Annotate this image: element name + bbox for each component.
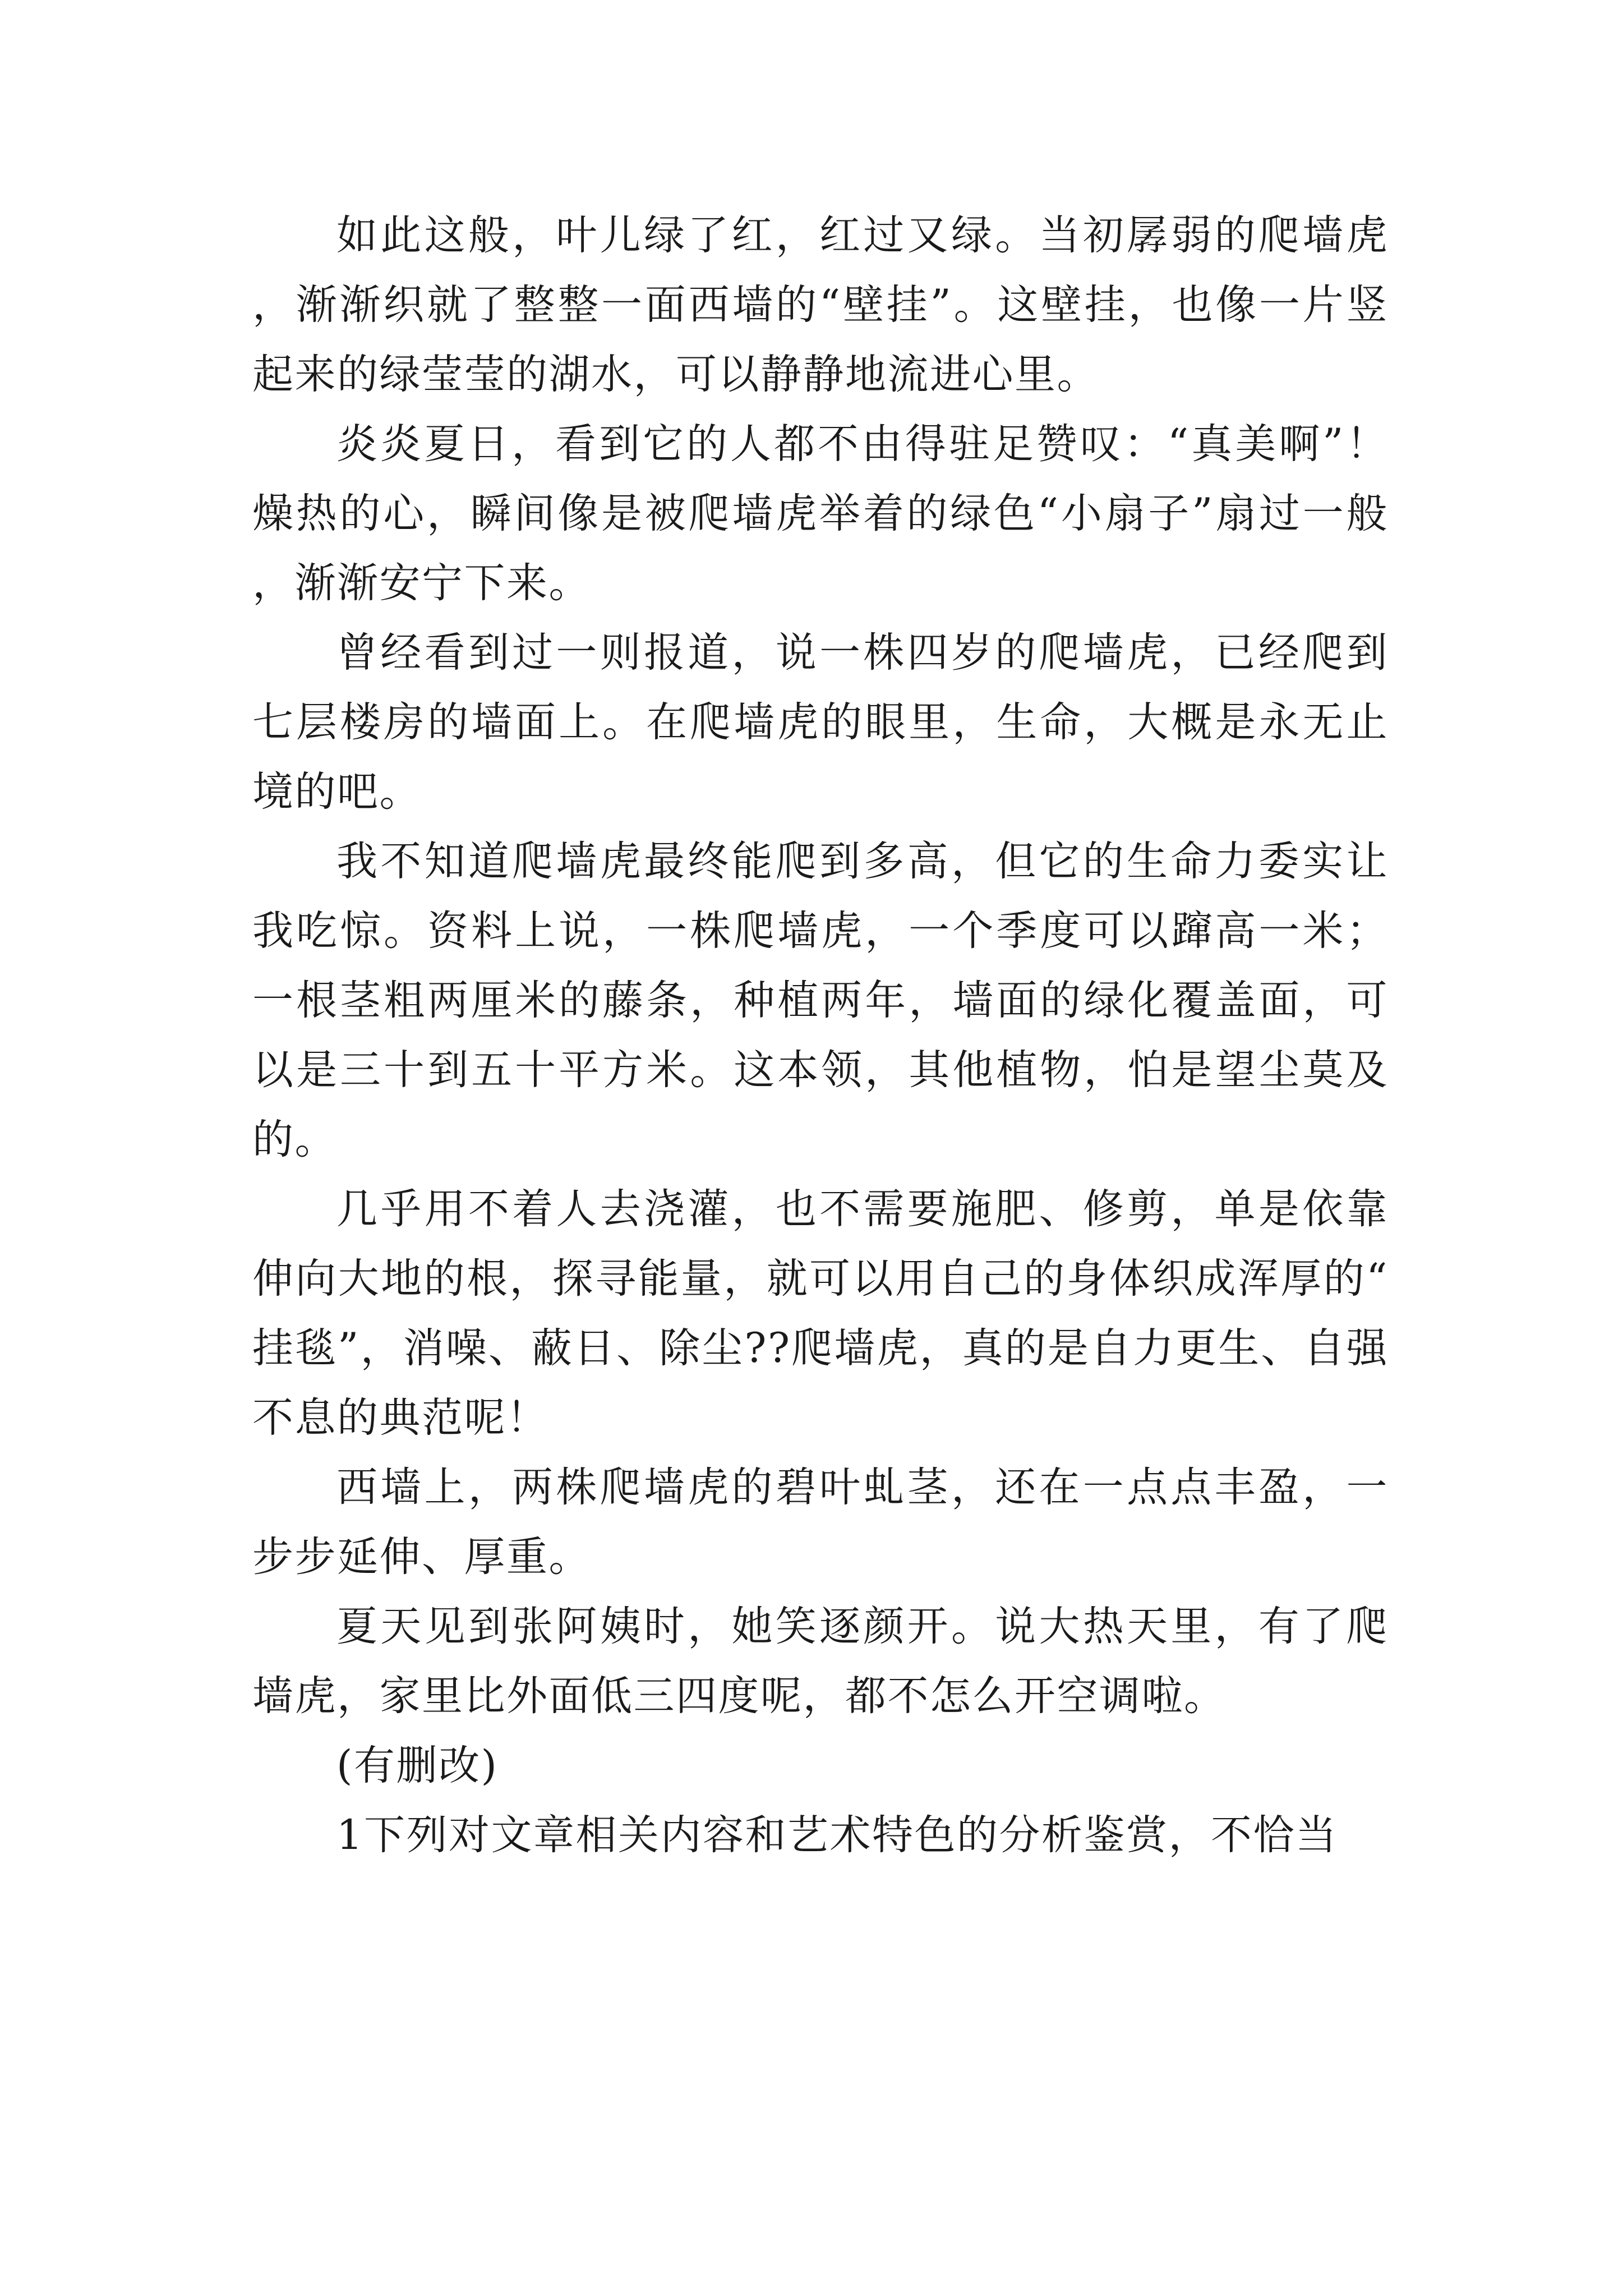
question-stem: 1下列对文章相关内容和艺术特色的分析鉴赏，不恰当 [336, 1811, 1338, 1859]
paragraph: 炎炎夏日，看到它的人都不由得驻足赞叹：“真美啊”！燥热的心，瞬间像是被爬墙虎举着的绿色“小扇子”扇过一般，渐渐安宁下来。 [252, 420, 1389, 607]
paragraph: 如此这般，叶儿绿了红，红过又绿。当初孱弱的爬墙虎，渐渐织就了整整一面西墙的“壁挂”。这壁挂，也像一片竖起来的绿莹莹的湖水，可以静静地流进心里。 [252, 211, 1389, 398]
source-note: (有删改) [336, 1742, 499, 1789]
paragraph: 我不知道爬墙虎最终能爬到多高，但它的生命力委实让我吃惊。资料上说，一株爬墙虎，一个季度可以蹿高一米；一根茎粗两厘米的藤条，种植两年，墙面的绿化覆盖面，可以是三十到五十平方米。这本领，其他植物，怕是望尘莫及的。 [252, 838, 1389, 1163]
paragraph: 西墙上，两株爬墙虎的碧叶虬茎，还在一点点丰盈，一步步延伸、厚重。 [252, 1464, 1389, 1581]
paragraph: 几乎用不着人去浇灌，也不需要施肥、修剪，单是依靠伸向大地的根，探寻能量，就可以用自己的身体织成浑厚的“挂毯”，消噪、蔽日、除尘??爬墙虎，真的是自力更生、自强不息的典范呢！ [252, 1185, 1389, 1442]
paragraph: 曾经看到过一则报道，说一株四岁的爬墙虎，已经爬到七层楼房的墙面上。在爬墙虎的眼里，生命，大概是永无止境的吧。 [252, 629, 1389, 816]
paragraph: 夏天见到张阿姨时，她笑逐颜开。说大热天里，有了爬墙虎，家里比外面低三四度呢，都不怎么开空调啦。 [252, 1603, 1389, 1720]
article-body [252, 201, 1389, 1870]
